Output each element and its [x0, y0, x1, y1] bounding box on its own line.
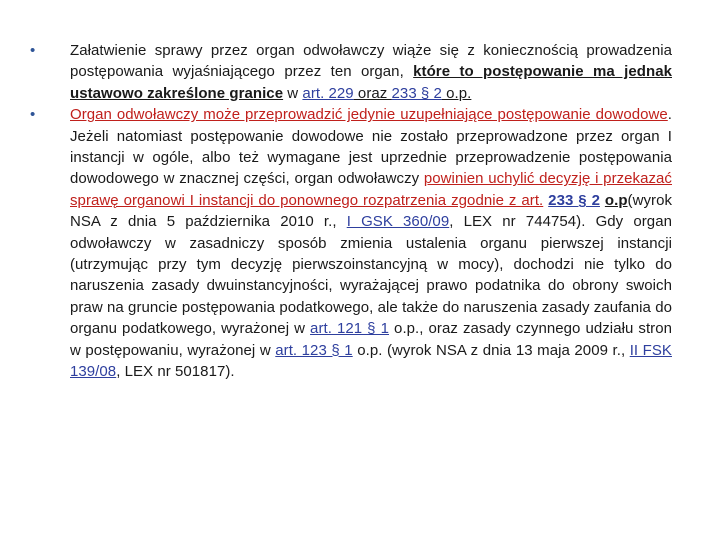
- bullet-paragraph: [70, 40, 672, 104]
- case-link[interactable]: II FSK 139/08: [70, 341, 672, 381]
- article-link[interactable]: art. 123 § 1: [275, 341, 353, 359]
- text-segment: (wyrok NSA z dnia 5 października 2010 r.,: [70, 191, 673, 231]
- bullet-dot-icon: •: [30, 42, 36, 59]
- bullet-paragraph: [70, 104, 672, 382]
- text-segment: o.p.: [441, 84, 472, 102]
- article-link[interactable]: 233 § 2: [548, 191, 600, 209]
- article-link[interactable]: art. 121 § 1: [310, 320, 390, 338]
- text-segment: , LEX nr 501817).: [116, 363, 235, 381]
- bullet-item-2: [30, 104, 672, 382]
- bullet-item-1: [30, 40, 672, 104]
- case-link[interactable]: I GSK 360/09: [346, 213, 450, 231]
- article-link[interactable]: 233 § 2: [391, 84, 442, 102]
- article-link[interactable]: art. 229: [302, 84, 354, 102]
- bullet-list: [30, 40, 672, 383]
- text-segment: Załatwienie sprawy przez organ odwoławczy wiąże się z koniecznością prowadzenia postępowania wyjaśniającego przez ten organ,: [70, 42, 672, 81]
- text-segment: oraz: [353, 84, 392, 102]
- text-segment: o.p. (wyrok NSA z dnia 13 maja 2009 r.,: [352, 341, 630, 359]
- highlighted-text: Organ odwoławczy może przeprowadzić jedynie uzupełniające postępowanie dowodowe: [70, 106, 668, 124]
- text-segment: , LEX nr 744754). Gdy organ odwoławczy w zasadniczy sposób zmienia ustalenia organu pierwszej instancji (utrzymując przy tym decyzję pierwszoinstancyjną w mocy), dochodzi nie tylko do naruszenia zasady dwuinstancyjności, wyrażającej prawo podatnika do obrony swoich praw na gruncie postępowania podatkowego, ale także do naruszenia zasady zaufania do organu podatkowego, wyrażonej w: [70, 213, 672, 338]
- emphasized-text: które to postępowanie ma jednak ustawowo zakreślone granice: [70, 63, 672, 102]
- text-segment: w: [283, 84, 303, 102]
- text-segment: o.p., oraz zasady czynnego udziału stron w postępowaniu, wyrażonej w: [70, 320, 672, 359]
- text-segment: o.p: [604, 191, 628, 209]
- highlighted-text: powinien uchylić decyzję i przekazać sprawę organowi I instancji do ponownego rozpatrzenia zgodnie z art.: [70, 170, 672, 209]
- bullet-dot-icon: •: [30, 106, 36, 124]
- text-segment: . Jeżeli natomiast postępowanie dowodowe nie zostało przeprowadzone przez organ I instancji w ogóle, albo też wymagane jest uprzednie przeprowadzenie postępowania dowodowego w znacznej części, organ odwoławczy: [70, 106, 672, 188]
